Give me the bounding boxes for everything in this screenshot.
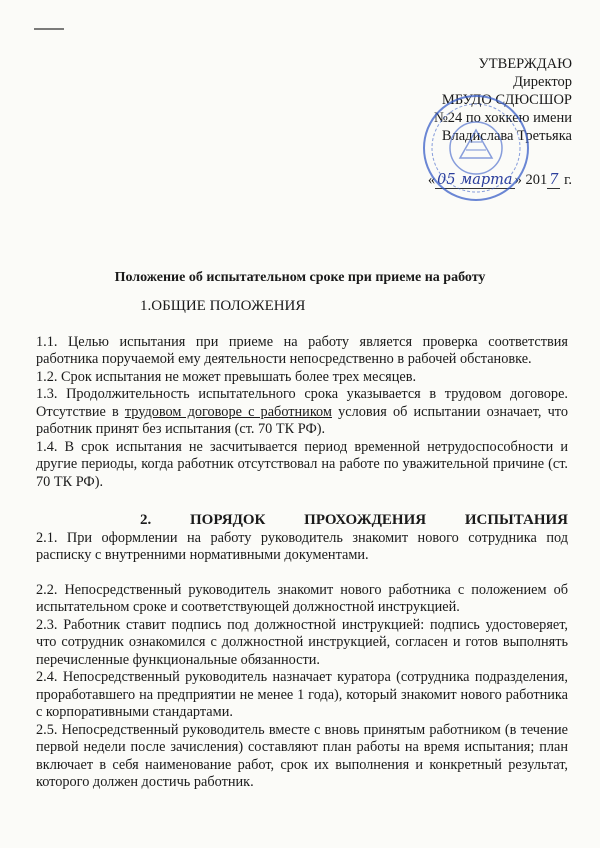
approval-org: МБУДО СДЮСШОР <box>441 92 572 108</box>
approval-heading: УТВЕРЖДАЮ <box>478 56 572 72</box>
paragraph-2-4: 2.4. Непосредственный руководитель назначает куратора (сотрудника подразделения, проработавшего на предприятии не менее 1 года), который знакомит нового работника с корпоративными стандартами. <box>36 669 568 720</box>
date-year-prefix: » 201 <box>514 172 548 188</box>
approval-org-line2: №24 по хоккею имени <box>433 110 572 126</box>
date-handwritten: 05 марта <box>437 172 513 188</box>
scan-mark <box>34 28 64 30</box>
date-year-handwritten: 7 <box>549 172 559 188</box>
paragraph-1-4: 1.4. В срок испытания не засчитывается период временной нетрудоспособности и другие периоды, когда работник отсутствовал на работе по уважительной причине (ст. 70 ТК РФ). <box>36 438 568 490</box>
section-procedure <box>36 512 568 792</box>
section-procedure-word-2: ПРОХОЖДЕНИЯ <box>304 512 427 528</box>
paragraph-2-1: 2.1. При оформлении на работу руководитель знакомит нового сотрудника под расписку с внутренними нормативными документами. <box>36 529 568 563</box>
page-title: Положение об испытательном сроке при приеме на работу <box>114 270 486 285</box>
section-general <box>36 298 568 491</box>
section-procedure-number: 2. <box>140 512 152 528</box>
paragraph-1-3 <box>36 386 568 439</box>
section-procedure-heading <box>36 512 568 530</box>
section-general-heading: 1.ОБЩИЕ ПОЛОЖЕНИЯ <box>140 298 306 314</box>
paragraph-gap <box>36 565 568 582</box>
paragraph-2-3: 2.3. Работник ставит подпись под должностной инструкцией: подпись удостоверяет, что сотрудник ознакомился с должностной инструкцией, согласен и готов выполнять перечисленные функциональные обязанности. <box>36 616 568 668</box>
date-suffix: г. <box>560 172 572 188</box>
paragraph-2-5: 2.5. Непосредственный руководитель вместе с вновь принятым работником (в течение первой недели после зачисления) составляют план работы на время испытания; план включает в себя наименование работ, срок их выполнения и конкретный результат, которого должен достичь работник. <box>36 721 568 790</box>
approval-position: Директор <box>513 74 572 90</box>
paragraph-1-1: 1.1. Целью испытания при приеме на работу является проверка соответствия работника поручаемой ему деятельности непосредственно в рабочей обстановке. <box>36 333 568 367</box>
stamp-seal-icon <box>420 92 532 204</box>
paragraph-2-2: 2.2. Непосредственный руководитель знакомит нового работника с положением об испытательном сроке и соответствующей должностной инструкцией. <box>36 581 568 615</box>
paragraph-1-3-end: условия об испытании означает, что работник принят без испытания (ст. 70 ТК РФ). <box>36 403 568 437</box>
paragraph-1-3-start: 1.3. Продолжительность испытательного срока указывается в трудовом договоре. Отсутствие в <box>36 386 568 420</box>
section-procedure-word-3: ИСПЫТАНИЯ <box>464 512 568 528</box>
date-open: « <box>427 172 436 188</box>
section-procedure-word-1: ПОРЯДОК <box>189 512 266 528</box>
approval-org-line3: Владислава Третьяка <box>441 128 572 144</box>
paragraph-1-2: 1.2. Срок испытания не может превышать более трех месяцев. <box>36 368 417 385</box>
labor-contract-link[interactable]: трудовом договоре с работником <box>124 403 332 420</box>
